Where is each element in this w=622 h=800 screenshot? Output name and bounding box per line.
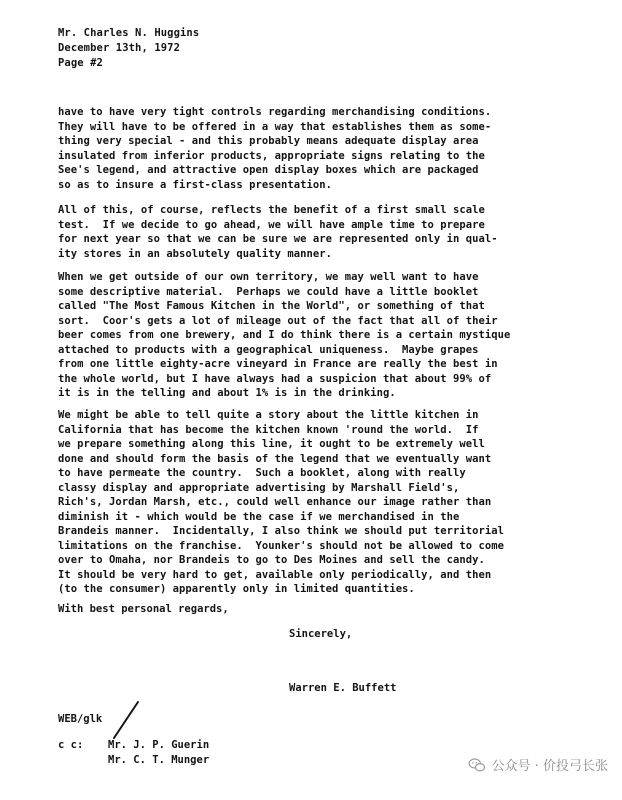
text-line: attached to products with a geographical uniqueness. Maybe grapes — [58, 343, 479, 356]
text-line: When we get outside of our own territory, we may well want to have — [58, 271, 479, 283]
text-line: sort. Coor's gets a lot of mileage out of the fact that all of their — [58, 314, 498, 327]
letter-header — [58, 26, 199, 71]
text-line: (to the consumer) apparently only in limited quantities. — [58, 583, 415, 595]
pen-mark — [108, 700, 148, 740]
text-line: called "The Most Famous Kitchen in the World", or something of that — [58, 300, 485, 312]
text-line: to have permeate the country. Such a booklet, along with really — [58, 467, 466, 479]
text-line: we prepare something along this line, it ought to be extremely well — [58, 438, 485, 450]
text-line: for next year so that we can be sure we are represented only in qual- — [58, 233, 498, 245]
typist-initials: WEB/glk — [58, 713, 103, 725]
text-line: some descriptive material. Perhaps we could have a little booklet — [58, 285, 479, 298]
text-line: ity stores in an absolutely quality manner. — [58, 247, 332, 260]
wechat-watermark — [468, 755, 608, 774]
page-number: Page #2 — [58, 57, 103, 69]
text-line: California that has become the kitchen known 'round the world. If — [58, 423, 479, 436]
recipient-name: Mr. Charles N. Huggins — [58, 27, 200, 39]
text-line: done and should form the basis of the legend that we eventually want — [58, 452, 492, 465]
paragraph-4 — [58, 408, 584, 597]
text-line: test. If we decide to go ahead, we will have ample time to prepare — [58, 218, 485, 231]
text-line: It should be very hard to get, available only periodically, and then — [58, 568, 492, 581]
text-line: All of this, of course, reflects the benefit of a first small scale — [58, 204, 485, 216]
text-line: the whole world, but I have always had a suspicion that about 99% of — [58, 372, 492, 385]
paragraph-3 — [58, 270, 584, 401]
text-line: diminish it - which would be the case if we merchandised in the — [58, 510, 460, 523]
cc-name: Mr. C. T. Munger — [108, 753, 210, 766]
text-line: beer comes from one brewery, and I do think there is a certain mystique — [58, 329, 511, 341]
cc-spacer — [58, 753, 108, 768]
paragraph-1 — [58, 105, 584, 192]
cc-label: c c: — [58, 739, 84, 751]
cc-name: Mr. J. P. Guerin — [108, 739, 210, 751]
text-line: over to Omaha, nor Brandeis to go to Des Moines and sell the candy. — [58, 554, 485, 566]
carbon-copy-block — [58, 738, 209, 767]
text-line: See's legend, and attractive open display boxes which are packaged — [58, 164, 479, 176]
text-line: thing very special - and this probably means adequate display area — [58, 135, 479, 147]
text-line: Rich's, Jordan Marsh, etc., could well enhance our image rather than — [58, 496, 492, 508]
text-line: from one little eighty-acre vineyard in France are really the best in — [58, 358, 498, 370]
text-line: insulated from inferior products, appropriate signs relating to the — [58, 149, 485, 162]
text-line: it is in the telling and about 1% is in the drinking. — [58, 387, 396, 399]
text-line: We might be able to tell quite a story about the little kitchen in — [58, 409, 479, 421]
watermark-text: 公众号 · 价投弓长张 — [491, 759, 608, 774]
text-line: so as to insure a first-class presentation. — [58, 178, 332, 191]
paragraph-2 — [58, 203, 584, 261]
letter-date: December 13th, 1972 — [58, 42, 181, 54]
closing-line: With best personal regards, — [58, 603, 229, 615]
wechat-icon — [468, 756, 486, 774]
sign-off: Sincerely, — [289, 628, 353, 640]
text-line: Brandeis manner. Incidentally, I also think we should put territorial — [58, 525, 505, 537]
signer-name: Warren E. Buffett — [289, 682, 397, 694]
text-line: have to have very tight controls regarding merchandising conditions. — [58, 106, 492, 118]
text-line: limitations on the franchise. Younker's should not be allowed to come — [58, 539, 505, 552]
text-line: classy display and appropriate advertising by Marshall Field's, — [58, 481, 460, 494]
text-line: They will have to be offered in a way that establishes them as some- — [58, 120, 492, 133]
